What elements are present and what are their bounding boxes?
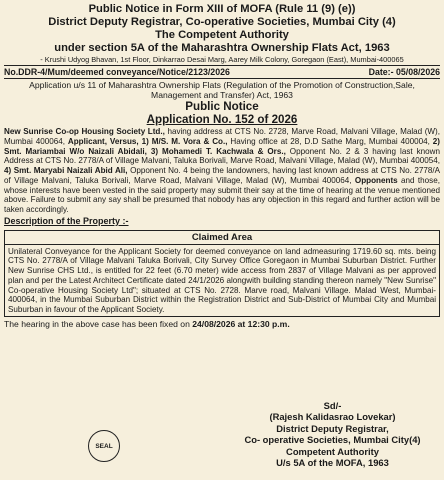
notice-title: Public Notice	[185, 100, 259, 113]
description-heading: Description of the Property :-	[4, 215, 129, 226]
seal-stamp: SEAL	[88, 430, 120, 462]
hearing-datetime: 24/08/2026 at 12:30 p.m.	[192, 318, 290, 329]
notice-header-line3: The Competent Authority	[155, 29, 289, 41]
applicant-name: New Sunrise Co-op Housing Society Ltd.,	[4, 127, 165, 136]
signature-block	[230, 400, 435, 468]
signatory-title-3: Competent Authority	[286, 445, 379, 457]
claimed-area-title: Claimed Area	[5, 231, 439, 245]
opponent-4: 4) Smt. Maryabi Naizali Abid Ali,	[4, 166, 128, 175]
opponent-1: Applicant, Versus, 1) M/S. M. Vora & Co.,	[67, 136, 228, 146]
reference-row	[4, 67, 440, 79]
notice-header-line2: District Deputy Registrar, Co-operative Societies, Mumbai City (4)	[48, 16, 396, 28]
notice-date: Date:- 05/08/2026	[368, 67, 440, 77]
notice-subject: Application u/s 11 of Maharashtra Ownership Flats (Regulation of the Promotion of Construction,Sale, Management and Transfer) Act, 1963	[29, 80, 415, 100]
signatory-title-2: Co- operative Societies, Mumbai City(4)	[244, 434, 421, 446]
signatory-name: (Rajesh Kalidasrao Lovekar)	[269, 411, 396, 423]
notice-body: New Sunrise Co-op Housing Society Ltd., having address at CTS No. 2728, Marve Road, Malvani Village, Malad (W), Mumbai 400064, Applicant, Versus, 1) M/S. M. Vora & Co., Having office at 28, D.D Sathe Marg, Mumbai 400004, 2) Smt. Mariambai W/o Naizali Abidali, 3) Mohamedi T. Kachwala & Ors., Opponent No. 2 & 3 having last known Address at CTS No. 2778/A of Village Malvani, Taluka Borivali, Marve Road, Malvani Village, Malad (W), Mumbai 400054, 4) Smt. Maryabi Naizali Abid Ali, Opponent No. 4 being the landowners, having last known address at CTS No. 2778/A of Village Malvani, Taluka Borivali, Marve Road, Malvani Village, Malad (W), Mumbai 400064, Opponents and those, whose interests have been vested in the said property may submit their say at the time of hearing at the venue mentioned above. Failure to submit any say shall be presumed that nobody has any objection in this regard and further action will be taken accordingly.	[4, 127, 440, 214]
application-number: Application No. 152 of 2026	[146, 113, 298, 126]
office-address: - Krushi Udyog Bhavan, 1st Floor, Dinkarrao Desai Marg, Aarey Milk Colony, Goregaon (East), Mumbai-400065	[4, 55, 440, 66]
opponents-label: Opponents	[354, 175, 398, 185]
notice-header-line1: Public Notice in Form XIII of MOFA (Rule 11 (9) (e))	[88, 3, 356, 15]
signature-sd: Sd/-	[323, 400, 342, 411]
opponents-2-3: 2) Smt. Mariambai W/o Naizali Abidali, 3) Mohamedi T. Kachwala & Ors.,	[4, 136, 440, 156]
signatory-title-1: District Deputy Registrar,	[276, 422, 389, 434]
hearing-line: The hearing in the above case has been fixed on 24/08/2026 at 12:30 p.m.	[4, 318, 290, 329]
signatory-title-4: U/s 5A of the MOFA, 1963	[276, 457, 389, 469]
reference-number: No.DDR-4/Mum/deemed conveyance/Notice/2123/2026	[4, 67, 230, 77]
claimed-area-box	[4, 230, 440, 317]
claimed-area-text: Unilateral Conveyance for the Applicant Society for deemed conveyance on land admeasuring 1719.60 sq. mts. being CTS No. 2778/A of Village Malvani Taluka Borivali, City Survey Office Goregaon in Mumbai Suburban District. Further New Sunrise CHS Ltd., is entitled for 22 feet (6.70 meter) wide access from 2837 of Village Malvani as per approved plan and per the Latest Architect Certificate dated 24/1/2026 alongwith building standing thereon namely "New Sunrise" Co-operative Housing Society Ltd"; situated at CTS No. 2728. Marve road, Malvani Village. Malad West, Mumbai-400064, in the Mumbai Suburban District within the Registration District and Sub-District of Mumbai City and Mumbai Suburban in favour of the Applicant Society.	[8, 246, 436, 314]
notice-header-line4: under section 5A of the Maharashtra Ownership Flats Act, 1963	[54, 42, 390, 54]
